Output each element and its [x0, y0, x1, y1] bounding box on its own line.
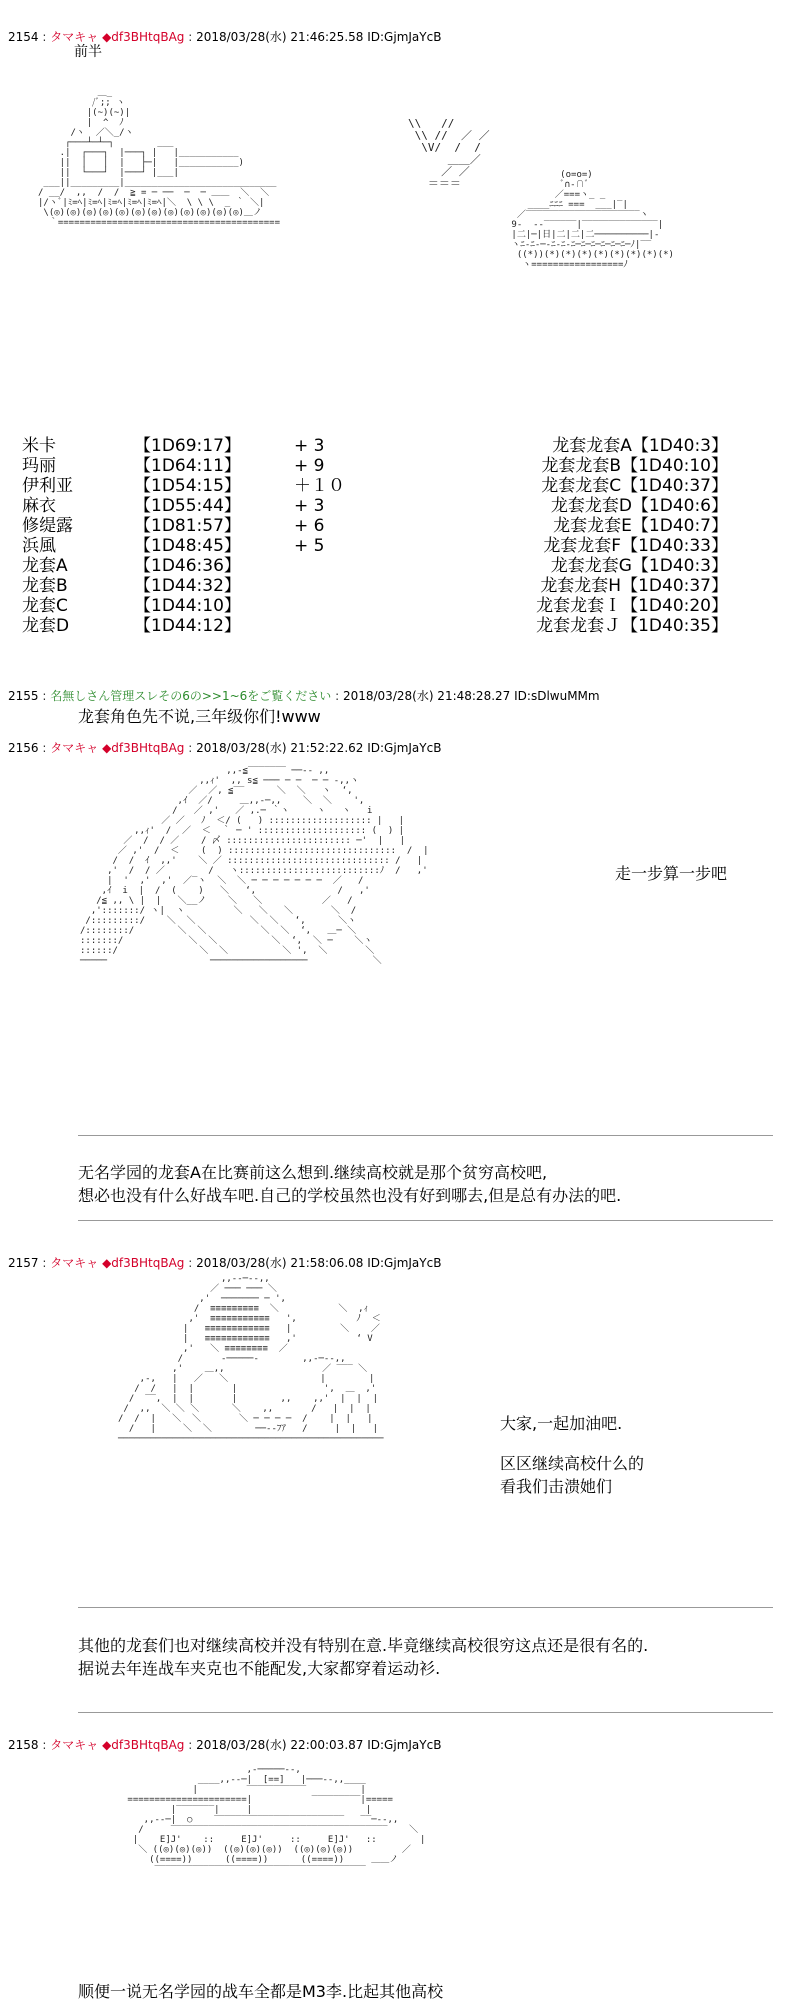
stats-right-row: 龙套龙套B【1D40:10】 — [541, 456, 728, 476]
divider — [78, 1220, 773, 1221]
post-id[interactable]: ID:GjmJaYcB — [367, 1256, 442, 1270]
stats-right-row: 龙套龙套D【1D40:6】 — [550, 496, 728, 516]
post-date: 2018/03/28(水) 21:58:06.08 — [196, 1256, 364, 1270]
stat-name: 麻衣 — [22, 496, 56, 516]
post-header-2155: 2155 : 名無しさん管理スレその6の>>1~6をご覧ください : 2018/03/28(水) 21:48:28.27 ID:sDlwuMMm — [8, 689, 600, 703]
post-number: 2157 — [8, 1256, 39, 1270]
stats-right-row: 龙套龙套A【1D40:3】 — [552, 436, 728, 456]
stat-bonus — [294, 576, 354, 596]
stat-name: 玛丽 — [22, 456, 56, 476]
post-header-2154: 2154 : タマキャ ◆df3BHtqBAg : 2018/03/28(水) 21:46:25.58 ID:GjmJaYcB — [8, 30, 442, 44]
stats-right-row: 龙套龙套Ｉ【1D40:20】 — [536, 596, 728, 616]
stats-row — [22, 576, 354, 596]
stat-name: 龙套D — [22, 616, 70, 636]
stat-roll: 【1D81:57】 — [134, 516, 241, 536]
poster-trip: ◆df3BHtqBAg — [102, 30, 185, 44]
stats-table-left — [22, 436, 354, 636]
stat-roll: 【1D48:45】 — [134, 536, 241, 556]
stats-right-row: 龙套龙套C【1D40:37】 — [541, 476, 728, 496]
speech-2157-line1: 大家,一起加油吧. — [500, 1414, 623, 1433]
poster-name[interactable]: タマキャ — [50, 741, 99, 755]
caption-2157-line2: 据说去年连战车夹克也不能配发,大家都穿着运动衫. — [78, 1659, 441, 1678]
stat-name: 浜風 — [22, 536, 56, 556]
stats-row — [22, 436, 354, 456]
ascii-art-character-2157: ,,-‐─‐-,, ／ ─── ─── ＼ ,' ─────── ─ ', / ≡≡≡≡≡≡≡≡≡ ＼ ＼ ,ｨ ,' ≡≡≡≡≡≡≡≡≡≡≡ ', ﾉ ＜ | ≡≡≡≡≡≡≡≡≡≡≡≡ | ＼ ／ | ≡≡≡≡≡≡≡≡≡≡≡≡ ,' ‘ V ,' ＼ ≡≡≡≡≡≡≡≡ ／ / ‐─────‐ ,,-─‐-,, ,' ＿,, ／ ‾‾‾ ＼ ,-, | ／ ＼ | | / / | | | ', ＿ ,' / ‾‾, | | | ,, ,,' | | | / ,, ＼ ＼ ＼ ＼ ,, / | | | / / | ＼ ＼ ＼ ─ ─ ─ ─ / | | | / | ＼ ＼ ──‐‐ﾌｱ / | | | ───────────────────────────────────────────────── — [118, 1274, 384, 1444]
stat-bonus — [294, 616, 354, 636]
stats-row — [22, 556, 354, 576]
stat-roll: 【1D55:44】 — [134, 496, 241, 516]
stats-list-right — [480, 436, 728, 636]
stat-roll: 【1D69:17】 — [134, 436, 241, 456]
stat-roll: 【1D64:11】 — [134, 456, 241, 476]
divider — [78, 1607, 773, 1608]
stats-row — [22, 476, 354, 496]
stats-right-row: 龙套龙套F【1D40:33】 — [543, 536, 728, 556]
stat-bonus — [294, 596, 354, 616]
stats-row — [22, 616, 354, 636]
poster-name[interactable]: タマキャ — [50, 30, 99, 44]
post-date: 2018/03/28(水) 21:48:28.27 — [342, 689, 511, 703]
poster-trip: ◆df3BHtqBAg — [102, 1256, 185, 1270]
stat-bonus: + 5 — [294, 536, 325, 556]
post-header-2157: 2157 : タマキャ ◆df3BHtqBAg : 2018/03/28(水) 21:58:06.08 ID:GjmJaYcB — [8, 1256, 442, 1270]
caption-2156-line1: 无名学园的龙套A在比赛前这么想到.继续高校就是那个贫穷高校吧, — [78, 1163, 548, 1182]
stat-bonus: + 6 — [294, 516, 325, 536]
stat-name: 米卡 — [22, 436, 56, 456]
stats-right-row: 龙套龙套G【1D40:3】 — [550, 556, 728, 576]
post-header-2158: 2158 : タマキャ ◆df3BHtqBAg : 2018/03/28(水) 22:00:03.87 ID:GjmJaYcB — [8, 1738, 442, 1752]
ascii-art-tank-left: ＿_ /ﾞ;; ヽ |(~)(~)| | ^ ﾉ /ヽ ／＼_/ヽ ┌───┴─┴─┐ ___ .| ┌───┐ |───┐ | |___________ || │ │ | ├─| |___________) || └───┘ |───┘ |___| ___||_________|____________________________ / __/ ,, / / ≧ = ─ ── ─ ─ ＿＿ ＼ ＼ |/ヽﾞ|ﾐ=ﾍ|ﾐ=ﾍ|ﾐ=ﾍ|ﾐ=ﾍ|ﾐ=ﾍ|＼ \ \ \ _ ｀ ＼| \(◎)(◎)(◎)(◎)(◎)(◎)(◎)(◎)(◎)(◎)(◎)(◎)＿ノ ｀========================================= — [38, 88, 280, 228]
ascii-art-vs: \\ // \\ // ／ ／ \V/ / / ＿＿／ ／ ／ ＝＝＝ — [408, 117, 490, 190]
stats-row — [22, 456, 354, 476]
stat-roll: 【1D44:10】 — [134, 596, 241, 616]
poster-trip: ◆df3BHtqBAg — [102, 1738, 185, 1752]
ascii-art-character-2156: ,,-≦‾‾‾‾‾‾‾ ──‐- ,, ,,ｨ' ,, s≦ ─── ─ ─ ─ ─ -,,ヽ ／ ／, ≦‾‾ ＼ ＼ ヽ ‘, ,ｲ ／/ ＿,,-─,, ＼ ＼ ', / ／ ,' ／ ,.─ ｀ヽ ヽ ヽ i ／ ／ ﾉ ＜/ ( ) ::::::::::::::::::: | | ,,ｨ' / ／ ＜ ｀ ─ ' :::::::::::::::::::: ( ) | ／ / / ／ / 〆 ::::::::::::::::::::::: ─' | | ／ ,' / ＜ ( ) ::::::::::::::::::::::::::::::: / | / / ｲ ,,' ＼ ／ :::::::::::::::::::::::::::::: / | ,' / / ／ / ヽ::::::::::::::::::::::::::ﾉ / ,' | ' ,' ,' ／‾ヽ ＼ ＼ ─ ─ ─ ─ ─ ─ ─ ／ / ,ｲ i | / ( ) ＼ ‘, / ,' /≦ ,, \ | | ＼__ノ ＼ ＼ ／ / ,':::::::/ ヽ| ヽ ＼ ＼ ＼ ＼ / /:::::::::/ ＼ ＼ ＼ ＼ ‘, ＼ヽ /::::::::/ ＼ ＼ ＼ ＼ ‘, ＿─ ＼ :::::::/ ＼ ＼ ＼ ‘, ＼ ─ ＼ヽ ::::::/ ＼ ＼ ＼ ', ＼ ＼ ───── ────────────────── ＼ — [80, 766, 429, 966]
speech-2156: 走一步算一步吧 — [615, 864, 728, 883]
post-first-line: 前半 — [74, 44, 102, 60]
stat-name: 龙套A — [22, 556, 68, 576]
post-header-2156: 2156 : タマキャ ◆df3BHtqBAg : 2018/03/28(水) 21:52:22.62 ID:GjmJaYcB — [8, 741, 442, 755]
post-id[interactable]: ID:GjmJaYcB — [367, 30, 442, 44]
caption-2157-line1: 其他的龙套们也对继续高校并没有特别在意.毕竟继续高校很穷这点还是很有名的. — [78, 1636, 649, 1655]
stat-roll: 【1D46:36】 — [134, 556, 241, 576]
post-number: 2156 — [8, 741, 39, 755]
ascii-art-tank-right: (o=o=) ﾞ∩-∩ﾞ ／===ヽ_ _ ____ﾆﾆﾆ === ___|‾| ／‾‾‾‾‾‾‾‾‾‾‾‾‾‾‾‾‾‾‾‾‾ヽ 9- --‾‾‾‾‾‾|‾‾‾‾‾‾‾‾‾‾‾‾‾‾| |二|─|日|二|二|二──────────|- ヽﾆ-ﾆ-─-ﾆ-ﾆ-ﾆ─ﾆ─ﾆ─ﾆ─ﾆ─ﾆ─ﾉ|‾‾ ((*))(*)(*)(*)(*)(*)(*)(*)(*) ヽ=================ﾉ — [511, 170, 674, 270]
stats-right-row: 龙套龙套H【1D40:37】 — [540, 576, 728, 596]
stats-right-row: 龙套龙套E【1D40:7】 — [553, 516, 728, 536]
stats-row — [22, 536, 354, 556]
caption-2156-line2: 想必也没有什么好战车吧.自己的学校虽然也没有好到哪去,但是总有办法的吧. — [78, 1186, 622, 1205]
stat-bonus: + 9 — [294, 456, 325, 476]
post-id[interactable]: ID:GjmJaYcB — [367, 741, 442, 755]
stat-name: 龙套B — [22, 576, 68, 596]
caption-2158-line1: 顺便一说无名学园的战车全都是M3李.比起其他高校 — [78, 1982, 444, 2001]
stat-bonus: ＋１０ — [294, 476, 345, 496]
stats-right-row: 龙套龙套Ｊ【1D40:35】 — [536, 616, 728, 636]
stat-bonus — [294, 556, 354, 576]
stat-roll: 【1D44:12】 — [134, 616, 241, 636]
poster-trip: ◆df3BHtqBAg — [102, 741, 185, 755]
poster-name[interactable]: 名無しさん管理スレその6の>>1~6をご覧ください — [50, 689, 332, 703]
stat-name: 伊利亚 — [22, 476, 73, 496]
poster-name[interactable]: タマキャ — [50, 1256, 99, 1270]
ascii-art-m3-tank: ,-─────‐-, ____,,-‐─| [==] |───‐-,,____ | ‾‾‾‾‾‾‾‾‾‾‾ | ======================| ‾‾‾‾‾‾‾‾‾|===== |‾‾‾‾‾‾‾| | | ,,-‐─| ○ ‾‾‾‾‾‾‾‾‾‾‾‾‾‾‾‾‾‾‾‾‾‾‾‾ ‾‾─‐-,, / ‾‾‾‾‾‾‾‾‾‾‾‾‾‾‾‾‾‾‾‾‾‾‾‾‾‾‾‾‾‾‾‾‾‾‾‾‾‾‾‾ ＼ | E]J' :: E]J' :: E]J' :: | ＼ ((◎)(◎)(◎)) ((◎)(◎)(◎)) ((◎)(◎)(◎)) ／ ((====)) ((====)) ((====)) ＿＿ノ ‾‾‾‾‾‾‾‾‾‾‾‾‾‾‾‾‾‾‾‾‾‾‾‾‾‾‾‾‾‾‾‾‾‾‾‾‾‾‾ — [127, 1765, 426, 1875]
post-number: 2154 — [8, 30, 39, 44]
stats-row — [22, 596, 354, 616]
post-date: 2018/03/28(水) 21:46:25.58 — [196, 30, 364, 44]
stat-name: 龙套C — [22, 596, 68, 616]
poster-name[interactable]: タマキャ — [50, 1738, 99, 1752]
stat-roll: 【1D44:32】 — [134, 576, 241, 596]
post-number: 2155 — [8, 689, 39, 703]
speech-2157-line3: 看我们击溃她们 — [500, 1477, 613, 1496]
post-date: 2018/03/28(水) 21:52:22.62 — [196, 741, 364, 755]
divider — [78, 1712, 773, 1713]
divider — [78, 1135, 773, 1136]
post-number: 2158 — [8, 1738, 39, 1752]
stat-bonus: + 3 — [294, 436, 325, 456]
post-id[interactable]: ID:GjmJaYcB — [367, 1738, 442, 1752]
post-id[interactable]: ID:sDlwuMMm — [514, 689, 600, 703]
stat-bonus: + 3 — [294, 496, 325, 516]
stats-row — [22, 496, 354, 516]
stat-roll: 【1D54:15】 — [134, 476, 241, 496]
post-text-2155: 龙套角色先不说,三年级你们!www — [78, 707, 321, 726]
post-date: 2018/03/28(水) 22:00:03.87 — [196, 1738, 364, 1752]
speech-2157-line2: 区区继续高校什么的 — [500, 1454, 645, 1473]
stats-row — [22, 516, 354, 536]
stat-name: 修缇露 — [22, 516, 73, 536]
